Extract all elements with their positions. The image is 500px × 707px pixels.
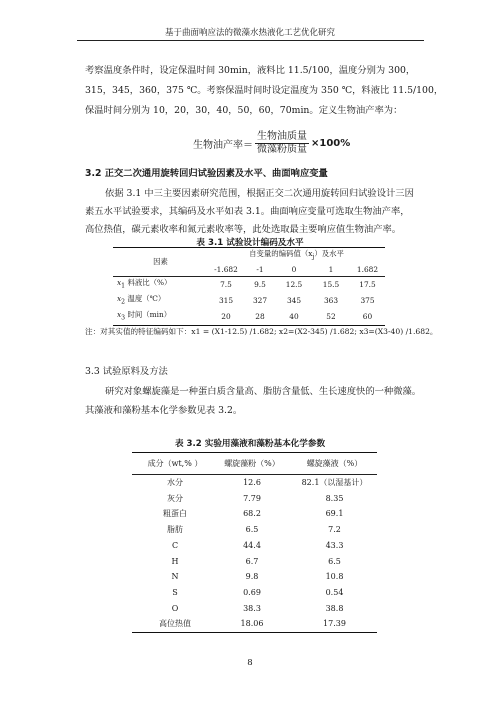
cell: C <box>171 540 179 550</box>
cell: 18.06 <box>212 616 292 632</box>
table1-factor-header: 因素 <box>113 248 208 277</box>
equation-lhs: 生物油产率＝ <box>193 140 253 151</box>
cell: 高位热值 <box>132 616 212 632</box>
cell: 7.79 <box>243 493 261 503</box>
cell: 38.8 <box>325 603 344 613</box>
factor-name: 温度（℃） <box>125 294 166 304</box>
cell: 灰分 <box>167 493 183 503</box>
table1 <box>113 247 385 326</box>
running-head: 基于曲面响应法的微藻水热液化工艺优化研究 <box>164 28 335 38</box>
section-3-2-heading: 3.2 正交二次通用旋转回归试验因素及水平、曲面响应变量 <box>85 168 328 179</box>
equation-denominator: 微藻粉质量 <box>257 144 307 155</box>
section-3-3-line-2: 其藻液和藻粉基本化学参数见表 3.2。 <box>85 405 243 416</box>
intro-line-3: 保温时间分别为 10，20，30，40，50，60，70min。定义生物油产率为： <box>85 105 403 116</box>
table-row <box>132 601 377 617</box>
cell: 8.35 <box>325 493 344 503</box>
cell: H <box>171 556 179 566</box>
section-3-2-line-1: 依据 3.1 中三主要因素研究范围，根据正交二次通用旋转回归试验设计三因 <box>105 188 414 199</box>
cell: 363 <box>323 295 339 305</box>
row-factor <box>113 277 208 293</box>
cell: 水分 <box>167 478 183 487</box>
cell: 17.5 <box>359 280 376 290</box>
cell: 82.1（以湿基计） <box>301 478 368 487</box>
table1-caption: 表 3.1 试验设计编码及水平 <box>196 238 304 248</box>
intro-line-1: 考察温度条件时，设定保温时间 30min，液料比 11.5/100，温度分别为 300， <box>85 65 416 76</box>
factor-sub: 2 <box>121 298 126 306</box>
intro-line-2: 315，345，360，375 ℃。考察保温时间时设定温度为 350 ℃，料液比 11.5/100， <box>85 85 444 96</box>
cell: 327 <box>252 295 268 305</box>
code-cell: -1.682 <box>208 264 244 277</box>
table-row <box>132 585 377 601</box>
cell: 375 <box>360 295 375 305</box>
table1-group-header <box>208 248 385 264</box>
table1-header-row <box>113 248 385 264</box>
cell: S <box>172 587 178 597</box>
table-row <box>113 293 385 309</box>
row-factor <box>113 309 208 325</box>
equation-fraction <box>255 131 309 156</box>
table-row <box>132 554 377 570</box>
cell: 20 <box>208 309 244 325</box>
cell: 9.8 <box>245 572 259 582</box>
cell: 38.3 <box>243 603 261 613</box>
row-factor <box>113 293 208 309</box>
cell: 60 <box>350 309 385 325</box>
section-3-2-line-2: 素五水平试验要求，其编码及水平如表 3.1。曲面响应变量可选取生物油产率， <box>85 206 410 217</box>
equation-numerator: 生物油质量 <box>257 131 307 142</box>
cell: 7.5 <box>220 280 232 290</box>
cell: 脂肪 <box>167 525 183 535</box>
table-row <box>132 491 377 507</box>
factor-symbol: x <box>117 310 122 320</box>
factor-symbol: x <box>117 278 122 288</box>
table2-header-cell: 螺旋藻液（%） <box>292 453 377 475</box>
cell: 52 <box>312 309 350 325</box>
cell: 44.4 <box>243 540 261 550</box>
table-row <box>132 616 377 632</box>
cell: 345 <box>286 295 302 305</box>
equation-rhs: ×100% <box>311 138 351 149</box>
cell: 7.2 <box>328 525 341 535</box>
header-rule <box>77 40 424 41</box>
cell: 9.5 <box>254 280 266 290</box>
table1-note: 注：对其实值的特征编码如下：x1 = (X1-12.5) /1.682; x2=(X2-345) /1.682; x3=(X3-40) /1.682。 <box>85 327 438 336</box>
cell: 43.3 <box>325 540 344 550</box>
cell: 12.5 <box>285 280 303 290</box>
factor-sub: 1 <box>121 282 126 290</box>
cell: 粗蛋白 <box>163 509 187 519</box>
section-3-2-line-3: 高位热值，碳元素收率和氮元素收率等，此处选取最主要响应值生物油产率。 <box>85 224 402 235</box>
table2-caption: 表 3.2 实验用藻液和藻粉基本化学参数 <box>174 439 326 449</box>
factor-name: 时间（min） <box>125 310 172 320</box>
table-row <box>113 309 385 325</box>
group-header-text: 自变量的编码值（x <box>249 249 313 258</box>
table-row <box>132 475 377 491</box>
cell: 0.54 <box>325 587 344 597</box>
yield-equation <box>193 131 350 157</box>
table2-header-row <box>132 453 377 475</box>
cell: 28 <box>244 309 276 325</box>
factor-symbol: x <box>117 294 122 304</box>
code-cell: 0 <box>276 264 312 277</box>
table2-header-cell: 成分（wt,% ） <box>132 453 212 475</box>
page-number: 8 <box>247 658 253 668</box>
table-row <box>132 538 377 554</box>
table2-header-cell: 螺旋藻粉（%） <box>212 453 292 475</box>
cell: 6.5 <box>245 525 259 535</box>
cell: O <box>171 603 179 613</box>
table2 <box>132 452 377 633</box>
cell: 10.8 <box>325 572 344 582</box>
section-3-3-line-1: 研究对象螺旋藻是一种蛋白质含量高、脂肪含量低、生长速度快的一种微藻。 <box>105 386 422 397</box>
cell: 6.5 <box>328 556 341 566</box>
factor-sub: 3 <box>121 314 126 322</box>
cell: 68.2 <box>243 509 261 519</box>
code-cell: 1.682 <box>350 264 385 277</box>
section-3-3-heading: 3.3 试验原料及方法 <box>85 366 168 377</box>
cell: 15.5 <box>322 280 340 290</box>
cell: 40 <box>276 309 312 325</box>
cell: 69.1 <box>325 509 344 519</box>
table-row <box>113 277 385 293</box>
code-cell: 1 <box>312 264 350 277</box>
cell: 6.7 <box>245 556 259 566</box>
factor-name: 料液比（%） <box>125 278 172 288</box>
cell: 315 <box>218 295 234 305</box>
group-header-sub: j <box>312 253 315 261</box>
code-cell: -1 <box>244 264 276 277</box>
cell: N <box>171 572 179 582</box>
table-row <box>132 506 377 522</box>
table-row <box>132 522 377 538</box>
cell: 17.39 <box>292 616 377 632</box>
cell: 12.6 <box>243 478 261 487</box>
table-row <box>132 569 377 585</box>
cell: 0.69 <box>243 587 261 597</box>
group-header-tail: ）及水平 <box>314 249 344 258</box>
